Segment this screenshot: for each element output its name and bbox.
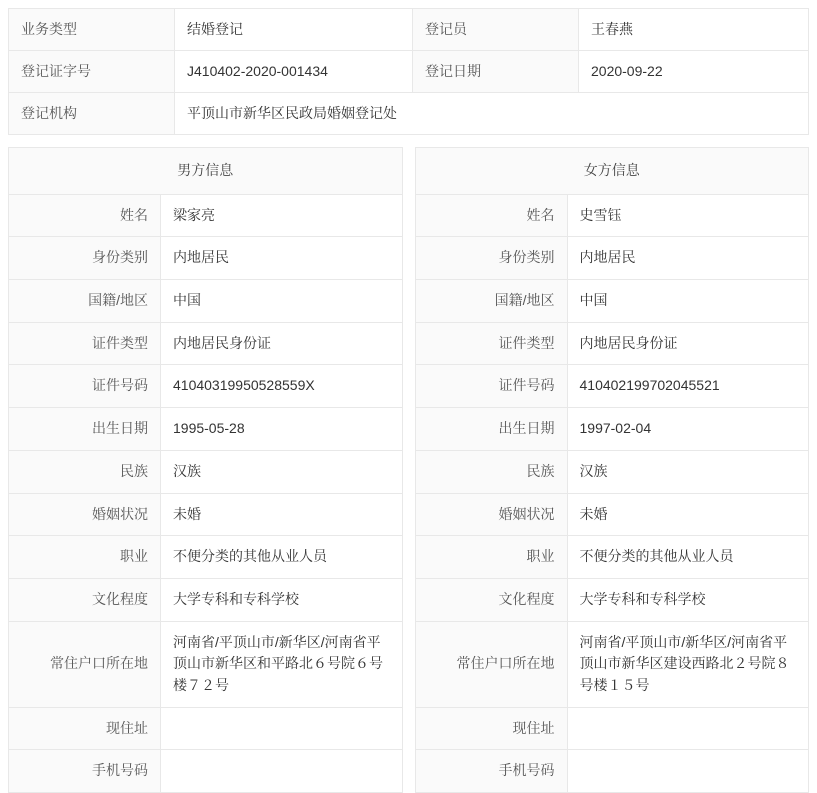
female-household-address-value: 河南省/平顶山市/新华区/河南省平顶山市新华区建设西路北２号院８号楼１５号 <box>567 621 809 707</box>
female-occupation-value: 不便分类的其他从业人员 <box>567 536 809 579</box>
table-row <box>9 148 403 195</box>
table-row <box>9 536 403 579</box>
table-row <box>9 93 809 135</box>
table-row <box>415 408 809 451</box>
certificate-number-value: J410402-2020-001434 <box>175 51 413 93</box>
table-row <box>9 750 403 793</box>
table-row <box>9 493 403 536</box>
table-row <box>9 194 403 237</box>
female-nationality-value: 中国 <box>567 280 809 323</box>
male-identity-type-value: 内地居民 <box>161 237 403 280</box>
male-marital-status-label: 婚姻状况 <box>9 493 161 536</box>
female-marital-status-label: 婚姻状况 <box>415 493 567 536</box>
table-row <box>415 578 809 621</box>
female-name-label: 姓名 <box>415 194 567 237</box>
table-row <box>9 707 403 750</box>
male-birth-date-label: 出生日期 <box>9 408 161 451</box>
male-ethnicity-value: 汉族 <box>161 450 403 493</box>
table-row <box>415 148 809 195</box>
female-current-address-value <box>567 707 809 750</box>
male-marital-status-value: 未婚 <box>161 493 403 536</box>
business-type-label: 业务类型 <box>9 9 175 51</box>
female-birth-date-value: 1997-02-04 <box>567 408 809 451</box>
female-identity-type-label: 身份类别 <box>415 237 567 280</box>
table-row <box>9 237 403 280</box>
male-birth-date-value: 1995-05-28 <box>161 408 403 451</box>
table-row <box>9 408 403 451</box>
female-name-value: 史雪钰 <box>567 194 809 237</box>
table-row <box>9 322 403 365</box>
male-education-label: 文化程度 <box>9 578 161 621</box>
table-row <box>9 280 403 323</box>
male-household-address-value: 河南省/平顶山市/新华区/河南省平顶山市新华区和平路北６号院６号楼７２号 <box>161 621 403 707</box>
male-current-address-value <box>161 707 403 750</box>
female-ethnicity-value: 汉族 <box>567 450 809 493</box>
table-row <box>415 750 809 793</box>
table-row <box>9 450 403 493</box>
male-name-label: 姓名 <box>9 194 161 237</box>
male-id-number-value: 41040319950528559X <box>161 365 403 408</box>
male-nationality-value: 中国 <box>161 280 403 323</box>
table-row <box>9 365 403 408</box>
registration-office-value: 平顶山市新华区民政局婚姻登记处 <box>175 93 809 135</box>
female-occupation-label: 职业 <box>415 536 567 579</box>
female-birth-date-label: 出生日期 <box>415 408 567 451</box>
table-row <box>415 322 809 365</box>
table-row <box>415 365 809 408</box>
female-info-table <box>415 147 810 793</box>
female-section-title: 女方信息 <box>415 148 809 195</box>
female-current-address-label: 现住址 <box>415 707 567 750</box>
certificate-number-label: 登记证字号 <box>9 51 175 93</box>
male-phone-label: 手机号码 <box>9 750 161 793</box>
female-id-number-label: 证件号码 <box>415 365 567 408</box>
male-identity-type-label: 身份类别 <box>9 237 161 280</box>
table-row <box>9 621 403 707</box>
table-row <box>9 51 809 93</box>
table-row <box>415 450 809 493</box>
table-row <box>415 707 809 750</box>
business-type-value: 结婚登记 <box>175 9 413 51</box>
male-info-column <box>8 147 403 793</box>
male-household-address-label: 常住户口所在地 <box>9 621 161 707</box>
registration-date-label: 登记日期 <box>413 51 579 93</box>
male-occupation-label: 职业 <box>9 536 161 579</box>
table-row <box>415 280 809 323</box>
female-id-number-value: 410402199702045521 <box>567 365 809 408</box>
female-ethnicity-label: 民族 <box>415 450 567 493</box>
table-row <box>415 237 809 280</box>
female-id-type-value: 内地居民身份证 <box>567 322 809 365</box>
table-row <box>415 194 809 237</box>
table-row <box>9 9 809 51</box>
registration-summary-table <box>8 8 809 135</box>
female-phone-label: 手机号码 <box>415 750 567 793</box>
female-household-address-label: 常住户口所在地 <box>415 621 567 707</box>
male-occupation-value: 不便分类的其他从业人员 <box>161 536 403 579</box>
female-education-label: 文化程度 <box>415 578 567 621</box>
male-id-type-label: 证件类型 <box>9 322 161 365</box>
female-marital-status-value: 未婚 <box>567 493 809 536</box>
table-row <box>415 621 809 707</box>
registration-office-label: 登记机构 <box>9 93 175 135</box>
female-education-value: 大学专科和专科学校 <box>567 578 809 621</box>
female-info-column <box>415 147 810 793</box>
female-id-type-label: 证件类型 <box>415 322 567 365</box>
male-name-value: 梁家亮 <box>161 194 403 237</box>
male-info-table <box>8 147 403 793</box>
table-row <box>415 493 809 536</box>
female-phone-value <box>567 750 809 793</box>
party-info-columns <box>8 147 809 793</box>
male-education-value: 大学专科和专科学校 <box>161 578 403 621</box>
registrar-label: 登记员 <box>413 9 579 51</box>
male-id-number-label: 证件号码 <box>9 365 161 408</box>
registrar-value: 王春燕 <box>579 9 809 51</box>
female-identity-type-value: 内地居民 <box>567 237 809 280</box>
registration-date-value: 2020-09-22 <box>579 51 809 93</box>
male-phone-value <box>161 750 403 793</box>
male-nationality-label: 国籍/地区 <box>9 280 161 323</box>
table-row <box>9 578 403 621</box>
male-id-type-value: 内地居民身份证 <box>161 322 403 365</box>
male-current-address-label: 现住址 <box>9 707 161 750</box>
female-nationality-label: 国籍/地区 <box>415 280 567 323</box>
male-section-title: 男方信息 <box>9 148 403 195</box>
male-ethnicity-label: 民族 <box>9 450 161 493</box>
table-row <box>415 536 809 579</box>
